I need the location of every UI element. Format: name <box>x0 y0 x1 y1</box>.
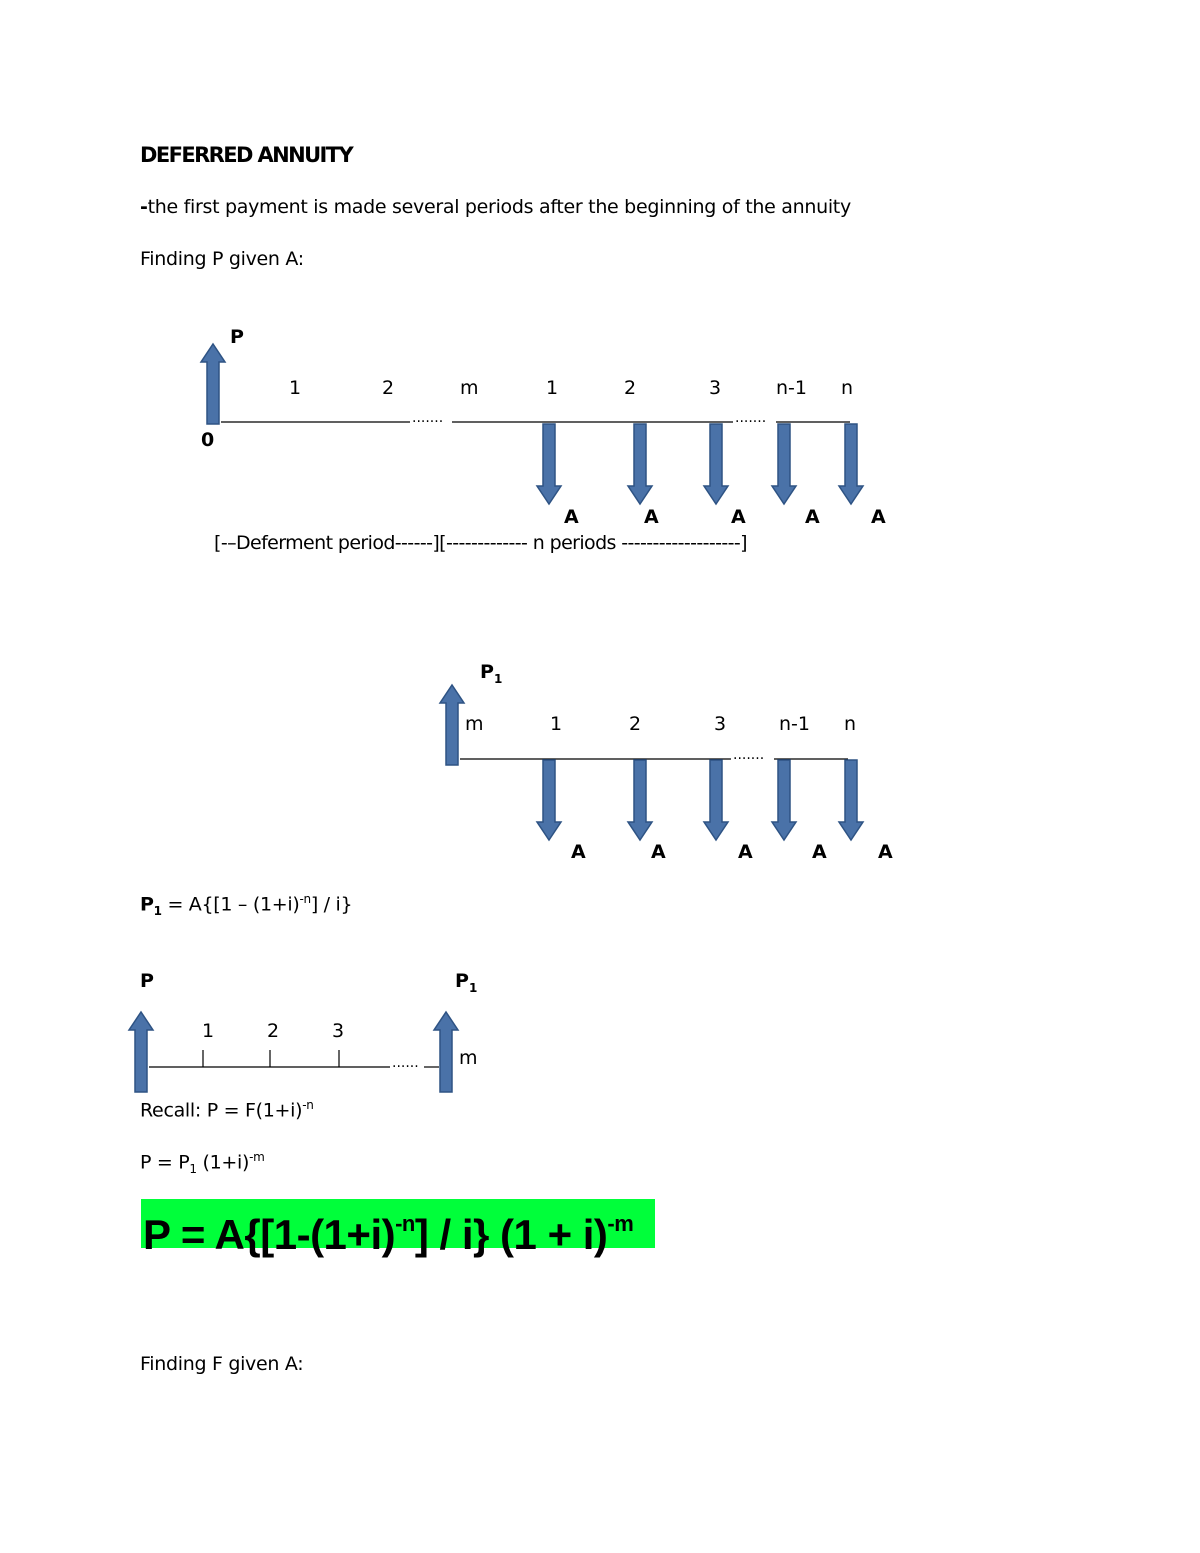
diagram1-payment-label: A <box>731 506 746 528</box>
diagram1-payment-label: A <box>805 506 820 528</box>
definition-dash: - <box>140 196 148 218</box>
diagram2-payment-label: A <box>571 841 586 863</box>
diagram1-group <box>201 344 863 504</box>
equation-p: $P = P_1$ $(1+i)^{-m}$ <box>140 1150 265 1177</box>
diagram2-period-label: n <box>844 713 857 735</box>
svg-text:......: ...... <box>392 1055 419 1071</box>
diagram2-payment-label: A <box>878 841 893 863</box>
heading-p-given-a: Finding P given A: <box>140 248 304 270</box>
diagram1-period-label: m <box>460 377 479 399</box>
diagram2-payment-label: A <box>651 841 666 863</box>
diagram1-down-arrow-4 <box>772 424 796 504</box>
diagram3-group <box>129 1012 458 1092</box>
recall-formula: Recall: $P = F(1+i)^{-n}$ <box>140 1098 314 1122</box>
equation-p1: $P_1 = A\{[1 - (1+i)^{-n}] / i\}$ <box>140 892 353 919</box>
diagram3-end-label: m <box>459 1047 478 1069</box>
deferment-text: [-–Deferment period------][------------- n periods -------------------] <box>214 532 747 554</box>
diagram2-up-arrow <box>440 685 464 765</box>
diagram3-p-label: P <box>140 970 154 992</box>
diagram2-down-arrow-5 <box>839 760 863 840</box>
diagram3-period-label: 2 <box>267 1020 280 1042</box>
svg-text:.......: ....... <box>412 410 444 426</box>
diagram2-period-label: m <box>465 713 484 735</box>
svg-text:.......: ....... <box>735 410 767 426</box>
diagram1-payment-label: A <box>644 506 659 528</box>
diagram3-period-label: 3 <box>332 1020 345 1042</box>
diagram3-period-label: 1 <box>202 1020 215 1042</box>
diagram2-period-label: 1 <box>550 713 563 735</box>
diagram1-up-arrow <box>201 344 225 424</box>
page-title: DEFERRED ANNUITY <box>140 143 353 167</box>
heading-f-given-a: Finding F given A: <box>140 1353 304 1375</box>
diagram1-origin-label: 0 <box>201 429 215 451</box>
diagram1-period-label: 2 <box>382 377 395 399</box>
diagram1-period-label: 3 <box>709 377 722 399</box>
diagram2-p1-label: $P_1$ <box>480 661 503 686</box>
diagram1-period-label: 1 <box>289 377 302 399</box>
final-formula-highlight: $P = A\{[1-(1+i)^{-n}] / i\} (1 + i)^{-m}$ <box>141 1199 655 1248</box>
diagram2-down-arrow-3 <box>704 760 728 840</box>
diagram1-period-label: n <box>841 377 854 399</box>
diagram1-down-arrow-3 <box>704 424 728 504</box>
diagram2-payment-label: A <box>738 841 753 863</box>
diagram1-down-arrow-1 <box>537 424 561 504</box>
diagram1-period-label: 2 <box>624 377 637 399</box>
diagram1-down-arrow-2 <box>628 424 652 504</box>
diagram1-period-label: 1 <box>546 377 559 399</box>
diagram1-period-label: n-1 <box>776 377 807 399</box>
diagram2-period-label: 2 <box>629 713 642 735</box>
diagram1-p-label: P <box>230 326 244 348</box>
diagram1-payment-label: A <box>871 506 886 528</box>
diagram2-payment-label: A <box>812 841 827 863</box>
diagram3-left-up-arrow <box>129 1012 153 1092</box>
diagram1-payment-label: A <box>564 506 579 528</box>
diagram2-group <box>440 685 863 840</box>
diagram2-down-arrow-2 <box>628 760 652 840</box>
definition-text: the first payment is made several periods after the beginning of the annuity <box>147 196 851 218</box>
diagram1-down-arrow-5 <box>839 424 863 504</box>
diagram2-period-label: n-1 <box>779 713 810 735</box>
diagram2-period-label: 3 <box>714 713 727 735</box>
diagram3-right-up-arrow <box>434 1012 458 1092</box>
svg-text:.......: ....... <box>733 747 765 763</box>
diagram2-down-arrow-4 <box>772 760 796 840</box>
diagram2-down-arrow-1 <box>537 760 561 840</box>
diagram3-p1-label: $P_1$ <box>455 970 478 995</box>
